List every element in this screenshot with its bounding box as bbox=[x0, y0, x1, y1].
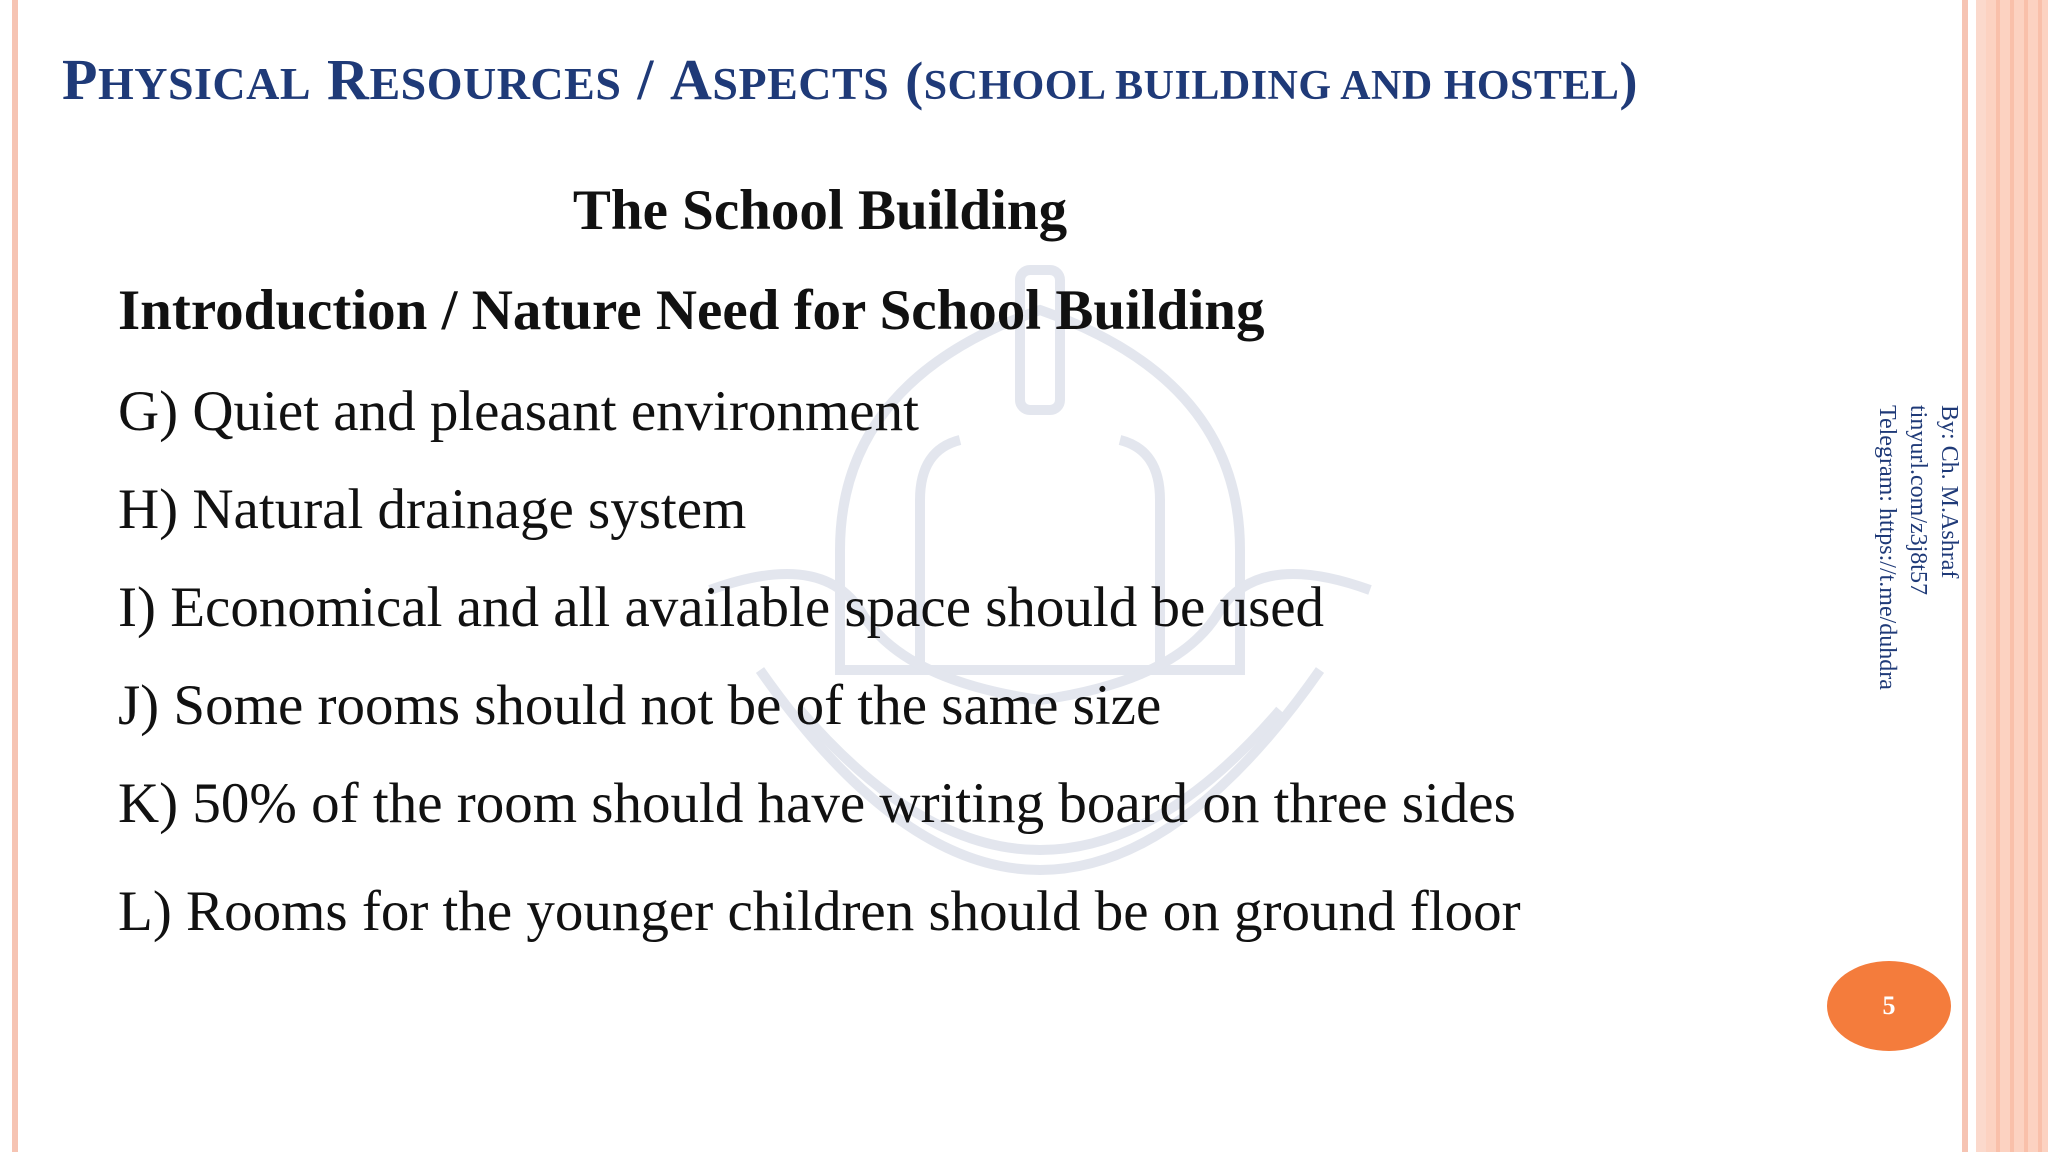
author-link: tinyurl.com/z3j8t57 bbox=[1905, 405, 1931, 595]
left-border-rule bbox=[12, 0, 18, 1152]
page-number-badge bbox=[1827, 961, 1951, 1051]
list-item: I) Economical and all available space should be used bbox=[118, 576, 1325, 639]
points-list bbox=[118, 374, 1521, 972]
author-name: By: Ch. M.Ashraf bbox=[1936, 405, 1962, 579]
slide-title bbox=[62, 46, 1638, 113]
list-item: H) Natural drainage system bbox=[118, 478, 747, 541]
title-word-2: ESOURCES bbox=[369, 58, 622, 109]
title-cap-2: R bbox=[327, 47, 370, 112]
title-paren-close: ) bbox=[1619, 51, 1638, 111]
right-border-gap bbox=[1968, 0, 1976, 1152]
section-heading bbox=[0, 178, 1880, 243]
intro-heading: Introduction / Nature Need for School Building bbox=[118, 279, 1265, 342]
page-number: 5 bbox=[1882, 991, 1896, 1020]
author-telegram: Telegram: https://t.me/duhdra bbox=[1874, 405, 1900, 690]
list-item: K) 50% of the room should have writing board on three sides bbox=[118, 772, 1516, 835]
section-heading-text: The School Building bbox=[572, 179, 1068, 242]
author-credit bbox=[1874, 405, 1968, 765]
list-item: J) Some rooms should not be of the same size bbox=[118, 674, 1162, 737]
title-cap-1: P bbox=[62, 47, 98, 112]
title-cap-3: A bbox=[670, 47, 713, 112]
list-item: G) Quiet and pleasant environment bbox=[118, 380, 919, 443]
list-item: L) Rooms for the younger children should be on ground floor bbox=[118, 880, 1521, 943]
title-subtitle: SCHOOL BUILDING AND HOSTEL bbox=[923, 63, 1620, 109]
right-border-band bbox=[1986, 0, 2048, 1152]
title-word-1: HYSICAL bbox=[97, 58, 312, 109]
title-slash: / bbox=[637, 47, 655, 112]
title-paren-open: ( bbox=[905, 51, 924, 111]
right-border-stripe-light bbox=[1976, 0, 1986, 1152]
title-word-3: SPECTS bbox=[712, 58, 890, 109]
